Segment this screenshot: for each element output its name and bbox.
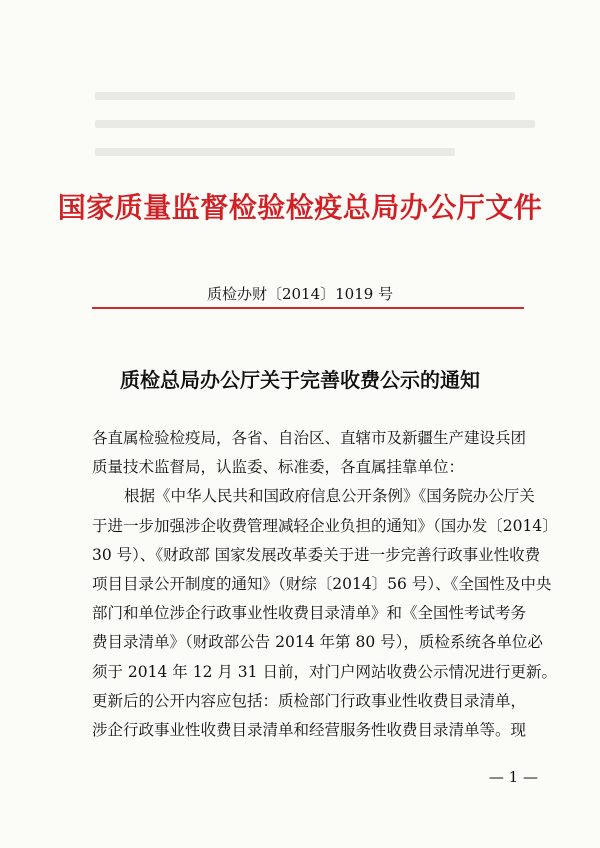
notice-title: 质检总局办公厅关于完善收费公示的通知 (120, 368, 480, 392)
document-header-title: 国家质量监督检验检疫总局办公厅文件 (57, 191, 543, 224)
body-line: 于进一步加强涉企收费管理减轻企业负担的通知》（国办发〔2014〕 (92, 516, 558, 535)
document-number: 质检办财〔2014〕1019 号 (206, 285, 394, 303)
body-line: 各直属检验检疫局，各省、自治区、直辖市及新疆生产建设兵团 (92, 429, 527, 447)
body-line: 30 号）、《财政部 国家发展改革委关于进一步完善行政事业性收费 (92, 545, 541, 564)
body-text (92, 424, 558, 745)
red-divider-line (92, 307, 524, 309)
body-line: 部门和单位涉企行政事业性收费目录清单》和《全国性考试考务 (92, 604, 527, 623)
page-number: — 1 — (488, 768, 538, 786)
body-line: 根据《中华人民共和国政府信息公开条例》《国务院办公厅关 (124, 487, 535, 506)
body-line: 更新后的公开内容应包括：质检部门行政事业性收费目录清单， (92, 691, 527, 710)
body-line: 质量技术监督局，认监委、标准委，各直属挂靠单位： (92, 458, 465, 477)
body-line: 费目录清单》（财政部公告 2014 年第 80 号），质检系统各单位必 (92, 633, 543, 652)
body-line: 涉企行政事业性收费目录清单和经营服务性收费目录清单等。现 (92, 721, 527, 740)
body-line: 须于 2014 年 12 月 31 日前，对门户网站收费公示情况进行更新。 (92, 662, 557, 681)
bleed-through-text (95, 92, 545, 162)
body-line: 项目目录公开制度的通知》（财综〔2014〕56 号）、《全国性及中央 (92, 575, 552, 594)
